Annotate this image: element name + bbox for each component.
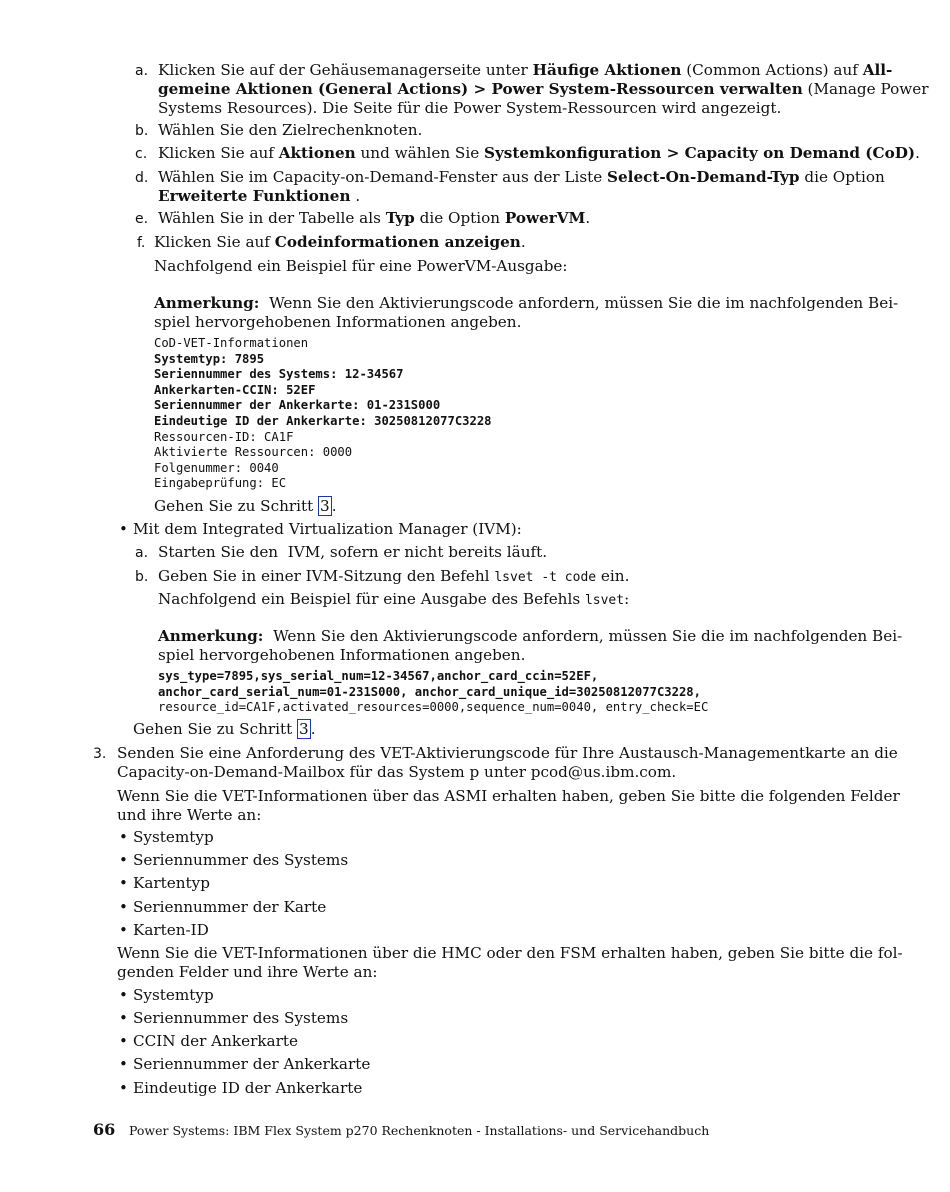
step-c-text: Klicken Sie auf Aktionen und wählen Sie Systemkonfiguration > Capacity on Demand (CoD). bbox=[158, 144, 920, 162]
asmi-item: Systemtyp bbox=[133, 828, 214, 846]
step-a-line3: Systems Resources). Die Seite für die Power System-Ressourcen wird angezeigt. bbox=[158, 99, 782, 117]
bullet-icon: • bbox=[119, 828, 128, 846]
asmi-item: Seriennummer der Karte bbox=[133, 898, 327, 916]
ivm-step-b-text: Geben Sie in einer IVM-Sitzung den Befehl lsvet -t code ein. bbox=[158, 567, 630, 585]
step-e-text: Wählen Sie in der Tabelle als Typ die Option PowerVM. bbox=[158, 209, 591, 227]
goto-step-2: Gehen Sie zu Schritt 3 . bbox=[133, 720, 316, 738]
note2-line2: spiel hervorgehobenen Informationen angeben. bbox=[158, 646, 526, 664]
page-number: 66 bbox=[93, 1120, 116, 1139]
bullet-icon: • bbox=[119, 1032, 128, 1050]
step-c-label: c. bbox=[135, 146, 148, 162]
note2-line1: Anmerkung: Wenn Sie den Aktivierungscode anfordern, müssen Sie die im nachfolgenden Bei- bbox=[158, 627, 903, 645]
step-e-label: e. bbox=[135, 211, 149, 227]
step-f-text: Klicken Sie auf Codeinformationen anzeigen. bbox=[154, 233, 526, 251]
command-code: lsvet -t code bbox=[494, 570, 597, 585]
asmi-line1: Wenn Sie die VET-Informationen über das ASMI erhalten haben, geben Sie bitte die folgenden Felder bbox=[117, 787, 900, 805]
bullet-icon: • bbox=[119, 1055, 128, 1073]
step-b-label: b. bbox=[135, 123, 149, 139]
ivm-step-b-label: b. bbox=[135, 569, 149, 585]
code-line: anchor_card_serial_num=01-231S000, anchor_card_unique_id=30250812077C3228, bbox=[158, 684, 701, 699]
code-line: CoD-VET-Informationen bbox=[154, 336, 309, 350]
ivm-bullet-text: Mit dem Integrated Virtualization Manager (IVM): bbox=[133, 520, 522, 538]
code-line: Eingabeprüfung: EC bbox=[154, 476, 287, 491]
code-line: Ressourcen-ID: CA1F bbox=[154, 429, 294, 444]
bullet-icon: • bbox=[119, 921, 128, 939]
code-line: Aktivierte Ressourcen: 0000 bbox=[154, 445, 353, 460]
bullet-icon: • bbox=[119, 874, 128, 892]
hmc-item: Seriennummer der Ankerkarte bbox=[133, 1055, 371, 1073]
code-line: Ankerkarten-CCIN: 52EF bbox=[154, 382, 316, 397]
step-d-line2: Erweiterte Funktionen . bbox=[158, 187, 361, 205]
hmc-item: Seriennummer des Systems bbox=[133, 1009, 349, 1027]
footer-title: Power Systems: IBM Flex System p270 Rechenknoten - Installations- und Servicehandbuch bbox=[129, 1123, 710, 1138]
code-block-lsvet bbox=[158, 669, 708, 716]
step3-line2: Capacity-on-Demand-Mailbox für das System p unter pcod@us.ibm.com. bbox=[117, 763, 677, 781]
asmi-item: Seriennummer des Systems bbox=[133, 851, 349, 869]
code-line: Systemtyp: 7895 bbox=[154, 351, 265, 366]
step3-line1: Senden Sie eine Anforderung des VET-Aktivierungscode für Ihre Austausch-Managementkarte an die bbox=[117, 744, 898, 762]
code-line: sys_type=7895,sys_serial_num=12-34567,anchor_card_ccin=52EF, bbox=[158, 669, 599, 683]
bullet-icon: • bbox=[119, 851, 128, 869]
step-d-line1: Wählen Sie im Capacity-on-Demand-Fenster aus der Liste Select-On-Demand-Typ die Option bbox=[158, 168, 885, 186]
bullet-icon: • bbox=[119, 898, 128, 916]
step-a-line1: Klicken Sie auf der Gehäusemanagerseite unter Häufige Aktionen (Common Actions) auf All- bbox=[158, 61, 893, 79]
goto-step-1: Gehen Sie zu Schritt 3 . bbox=[154, 497, 337, 515]
bullet-icon: • bbox=[119, 1079, 128, 1097]
asmi-item: Kartentyp bbox=[133, 874, 210, 892]
step-a-line2: gemeine Aktionen (General Actions) > Power System-Ressourcen verwalten (Manage Power bbox=[158, 80, 929, 98]
hmc-line2: genden Felder und ihre Werte an: bbox=[117, 963, 378, 981]
hmc-line1: Wenn Sie die VET-Informationen über die HMC oder den FSM erhalten haben, geben Sie bitte die fol- bbox=[117, 944, 903, 962]
bullet-icon: • bbox=[119, 986, 128, 1004]
step-f-label: f. bbox=[137, 235, 146, 251]
code-line: resource_id=CA1F,activated_resources=0000,sequence_num=0040, entry_check=EC bbox=[158, 700, 709, 715]
step-d-label: d. bbox=[135, 170, 149, 186]
asmi-item: Karten-ID bbox=[133, 921, 209, 939]
code-line: Seriennummer des Systems: 12-34567 bbox=[154, 367, 404, 382]
step-reference-link[interactable]: 3 bbox=[320, 497, 330, 515]
powervm-intro: Nachfolgend ein Beispiel für eine PowerVM-Ausgabe: bbox=[154, 257, 568, 275]
hmc-item: CCIN der Ankerkarte bbox=[133, 1032, 298, 1050]
step-a-label: a. bbox=[135, 63, 149, 79]
command-code: lsvet bbox=[584, 593, 625, 608]
step-reference-link[interactable]: 3 bbox=[299, 720, 309, 738]
code-line: Folgenummer: 0040 bbox=[154, 460, 279, 475]
ivm-step-a-text: Starten Sie den IVM, sofern er nicht bereits läuft. bbox=[158, 543, 548, 561]
hmc-item: Systemtyp bbox=[133, 986, 214, 1004]
note1-line1: Anmerkung: Wenn Sie den Aktivierungscode anfordern, müssen Sie die im nachfolgenden Bei- bbox=[154, 294, 899, 312]
asmi-line2: und ihre Werte an: bbox=[117, 806, 262, 824]
bullet-icon: • bbox=[119, 1009, 128, 1027]
code-block-vet bbox=[154, 336, 492, 492]
code-line: Eindeutige ID der Ankerkarte: 30250812077C3228 bbox=[154, 413, 492, 428]
bullet-icon: • bbox=[119, 520, 128, 538]
note1-line2: spiel hervorgehobenen Informationen angeben. bbox=[154, 313, 522, 331]
code-line: Seriennummer der Ankerkarte: 01-231S000 bbox=[154, 398, 441, 413]
step3-label: 3. bbox=[93, 746, 107, 762]
ivm-step-a-label: a. bbox=[135, 545, 149, 561]
hmc-item: Eindeutige ID der Ankerkarte bbox=[133, 1079, 363, 1097]
ivm-intro: Nachfolgend ein Beispiel für eine Ausgabe des Befehls lsvet: bbox=[158, 590, 630, 608]
step-b-text: Wählen Sie den Zielrechenknoten. bbox=[158, 121, 423, 139]
